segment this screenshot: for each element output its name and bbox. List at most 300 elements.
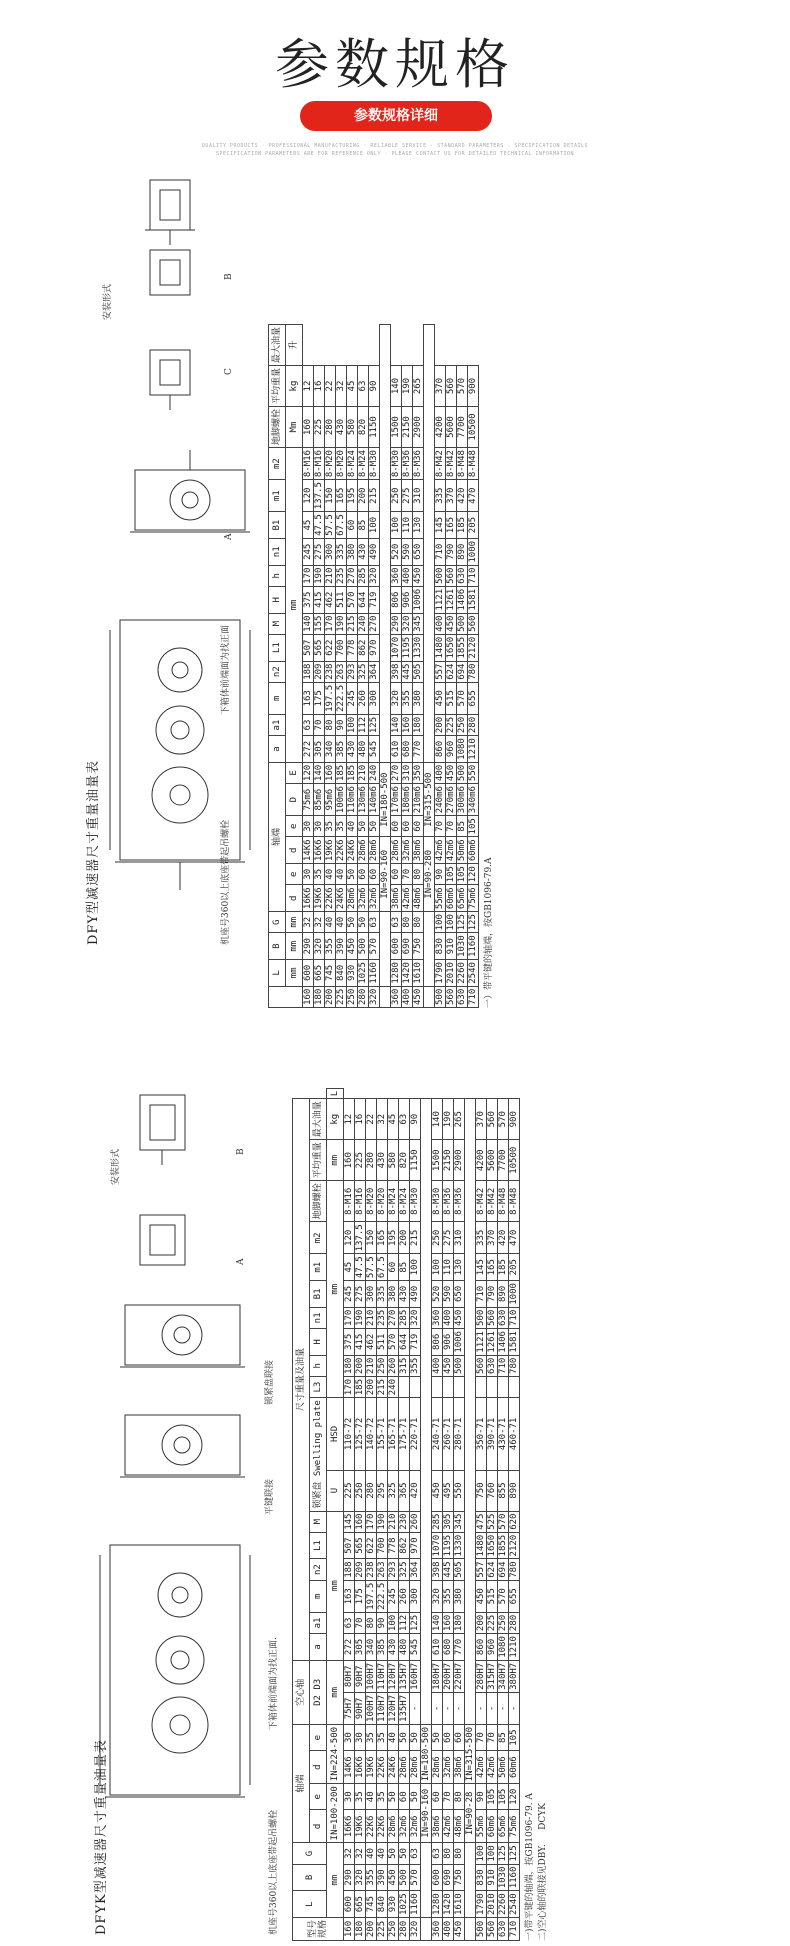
unit-cell: IN=100-200	[327, 1784, 344, 1843]
header-cell: a1	[269, 714, 286, 735]
table-cell: 1150	[369, 407, 380, 448]
table-cell: 195	[388, 1222, 399, 1254]
table-cell: 165	[446, 512, 457, 539]
table-cell: 240	[358, 613, 369, 634]
table-row	[303, 325, 314, 1008]
table-cell: 160	[325, 762, 336, 783]
table-cell: 100	[410, 1254, 421, 1281]
table-cell: 135H7	[399, 1692, 410, 1724]
table-cell: 560	[446, 565, 457, 586]
table-cell: 110-72	[344, 1398, 355, 1470]
table-cell: 60	[391, 816, 402, 837]
table-cell: 215	[377, 1376, 388, 1397]
table-cell: 105	[446, 864, 457, 885]
dfyk-footnote-1: 一)带平键的轴端，按GB1096-79. A	[525, 1793, 535, 1941]
table-cell: 515	[487, 1580, 498, 1612]
table-cell: 50	[388, 1843, 399, 1864]
table-cell: 557	[435, 661, 446, 682]
range-cell: IN=315-500	[424, 762, 435, 837]
header-cell: B1	[310, 1281, 327, 1308]
table-cell: 690	[402, 933, 413, 960]
table-cell: 400	[432, 1355, 443, 1376]
table-cell: 500	[399, 1864, 410, 1891]
table-cell: 220-71	[410, 1398, 421, 1470]
table-cell: 80H7	[344, 1660, 355, 1692]
table-cell: 570	[347, 586, 358, 613]
table-cell: 175-71	[399, 1398, 410, 1470]
table-cell: 310	[454, 1222, 465, 1254]
table-cell: 32	[303, 912, 314, 933]
header-cell: H	[310, 1329, 327, 1356]
table-cell: 285	[358, 565, 369, 586]
table-cell: 335	[435, 480, 446, 512]
table-cell: 163	[303, 682, 314, 714]
table-cell: 855	[498, 1470, 509, 1511]
table-cell: 570	[388, 1329, 399, 1356]
table-cell: 360	[432, 1307, 443, 1328]
table-cell: 335	[476, 1222, 487, 1254]
table-row	[388, 1088, 399, 1940]
table-row	[391, 325, 402, 1008]
table-cell: 364	[410, 1559, 421, 1580]
unit-cell: IN=224-500	[327, 1724, 344, 1783]
dfy-body-group-2	[391, 325, 424, 1008]
table-cell: 820	[358, 407, 369, 448]
table-cell: 420	[410, 1470, 421, 1511]
table-cell: 19K6	[355, 1810, 366, 1843]
table-cell: 50	[410, 1724, 421, 1750]
table-cell: 2260	[498, 1891, 509, 1918]
table-cell: 225	[344, 1470, 355, 1511]
table-cell: 450	[454, 1917, 465, 1940]
table-cell: 445	[443, 1559, 454, 1580]
table-cell: 719	[369, 586, 380, 613]
table-cell: 630	[457, 986, 468, 1007]
table-cell: 325	[388, 1470, 399, 1511]
table-cell: 8-M16	[344, 1181, 355, 1222]
table-cell: 50m6	[457, 837, 468, 864]
table-cell: 690	[443, 1864, 454, 1891]
table-cell: 60m6	[446, 885, 457, 912]
table-cell: 200	[358, 480, 369, 512]
table-cell: 42m6	[487, 1751, 498, 1784]
table-cell: 60	[358, 864, 369, 885]
table-cell: 780	[509, 1559, 520, 1580]
dfyk-note-2: 下箱体前端面为找正面.	[269, 1637, 279, 1730]
table-cell: 32	[355, 1843, 366, 1864]
table-cell: 160	[303, 986, 314, 1007]
dfyk-header-row	[293, 1088, 310, 1940]
table-cell: 125	[468, 912, 479, 933]
table-cell: 700	[377, 1532, 388, 1559]
table-cell: 155-71	[377, 1398, 388, 1470]
table-cell: 190	[314, 565, 325, 586]
table-cell: 511	[377, 1329, 388, 1356]
table-cell: 8-M16	[314, 448, 325, 480]
table-row	[476, 1088, 487, 1940]
table-cell: 570	[498, 1580, 509, 1612]
table-cell: 75m6	[509, 1810, 520, 1843]
table-cell: 70	[476, 1724, 487, 1750]
table-row	[454, 1088, 465, 1940]
table-cell: 38m6	[413, 837, 424, 864]
header-cell: n1	[269, 538, 286, 565]
table-cell: 32	[336, 366, 347, 407]
table-cell: 163	[344, 1580, 355, 1612]
table-cell: 48m6	[413, 885, 424, 912]
table-cell: 890	[457, 538, 468, 565]
table-cell: 610	[432, 1634, 443, 1661]
table-cell: 85	[498, 1724, 509, 1750]
header-cell: B	[269, 933, 286, 960]
table-cell	[454, 1376, 465, 1397]
table-cell: 70	[443, 1784, 454, 1810]
table-cell: 19K6	[314, 885, 325, 912]
table-cell: 80	[454, 1843, 465, 1864]
table-cell: 209	[314, 661, 325, 682]
dfyk-table-wrapper	[292, 1088, 548, 1941]
table-cell: 35	[377, 1724, 388, 1750]
table-cell: 112	[358, 714, 369, 735]
table-cell: 100	[369, 512, 380, 539]
table-cell: 910	[487, 1864, 498, 1891]
table-cell: 250	[355, 1470, 366, 1511]
table-cell: 60	[454, 1724, 465, 1750]
table-cell: 22K6	[325, 885, 336, 912]
table-cell: 570	[457, 682, 468, 714]
table-cell: 450	[435, 682, 446, 714]
unit-cell: mm	[286, 448, 303, 763]
table-cell: 8-M20	[377, 1181, 388, 1222]
header-cell: d	[310, 1751, 327, 1784]
table-cell: 2260	[457, 960, 468, 987]
header-cell: L1	[310, 1532, 327, 1559]
table-cell: 906	[443, 1329, 454, 1356]
table-cell	[443, 1376, 454, 1397]
table-cell: 520	[432, 1281, 443, 1308]
table-cell: 200	[435, 714, 446, 735]
table-cell: 320	[391, 682, 402, 714]
unit-cell: HSD	[327, 1398, 344, 1470]
table-cell: 1261	[487, 1329, 498, 1356]
table-cell: 415	[355, 1329, 366, 1356]
table-cell: 600	[344, 1891, 355, 1918]
range-cell: IN=90-160	[380, 837, 391, 912]
table-cell: 890	[498, 1281, 509, 1308]
table-cell: 42m6	[402, 885, 413, 912]
table-cell: 1855	[498, 1532, 509, 1559]
header-cell: m2	[310, 1222, 327, 1254]
table-cell: 135H7	[399, 1660, 410, 1692]
table-cell: 8-M36	[402, 448, 413, 480]
dfy-body-group-3	[435, 325, 479, 1008]
table-cell: 290	[303, 933, 314, 960]
dfy-unit-row	[286, 325, 303, 1008]
table-cell: 450	[413, 986, 424, 1007]
table-cell: 380	[454, 1580, 465, 1612]
table-cell: 293	[347, 661, 358, 682]
table-cell: 305	[314, 736, 325, 763]
table-cell: 57.5	[366, 1254, 377, 1281]
table-cell: 1790	[476, 1891, 487, 1918]
table-cell: 24K6	[336, 885, 347, 912]
table-cell: 650	[413, 538, 424, 565]
table-cell: 24K6	[388, 1751, 399, 1784]
table-cell: 285	[432, 1511, 443, 1532]
table-cell: 38m6	[454, 1751, 465, 1784]
table-cell: 40	[325, 912, 336, 933]
table-cell: 8-M24	[358, 448, 369, 480]
dfyk-key-label: 平键联接	[265, 1478, 275, 1515]
table-cell: 320	[314, 933, 325, 960]
table-cell: 160	[344, 1917, 355, 1940]
table-row	[355, 1088, 366, 1940]
table-cell: 22	[325, 366, 336, 407]
header-cell: L3	[310, 1376, 327, 1397]
header-cell: 尺寸重量及油量	[293, 1099, 310, 1661]
table-cell: 400	[435, 762, 446, 783]
table-cell: 565	[314, 634, 325, 661]
table-cell: 1406	[498, 1329, 509, 1356]
table-cell: 1025	[399, 1891, 410, 1918]
table-cell: 430	[399, 1281, 410, 1308]
unit-cell: d	[286, 885, 303, 912]
table-cell: 710	[468, 986, 479, 1007]
table-cell: 200	[325, 986, 336, 1007]
table-cell: 215	[410, 1222, 421, 1254]
table-cell: 180H7	[432, 1660, 443, 1692]
table-cell: 120H7	[388, 1660, 399, 1692]
table-cell: 245	[347, 682, 358, 714]
table-cell: 385	[336, 736, 347, 763]
table-cell: 90	[435, 864, 446, 885]
header-cell: 最大油量	[269, 325, 286, 366]
table-cell: 1121	[435, 586, 446, 613]
table-row	[314, 325, 325, 1008]
table-cell: 70	[355, 1612, 366, 1633]
table-cell: 120	[303, 762, 314, 783]
table-cell: 340	[325, 736, 336, 763]
table-cell: 150	[366, 1222, 377, 1254]
table-cell: 415	[314, 586, 325, 613]
table-cell: 35	[314, 864, 325, 885]
table-cell: 622	[366, 1532, 377, 1559]
table-cell: 40	[347, 816, 358, 837]
table-cell: 50	[358, 912, 369, 933]
table-row	[457, 325, 468, 1008]
table-cell: 230	[399, 1511, 410, 1532]
dfyk-body-group-2	[432, 1088, 465, 1940]
table-cell: 450	[443, 1355, 454, 1376]
table-cell: 430-71	[498, 1398, 509, 1470]
table-cell: 80	[413, 864, 424, 885]
table-cell: 500	[457, 762, 468, 783]
header-cell: 空心轴	[293, 1660, 310, 1724]
table-cell: 280	[366, 1140, 377, 1181]
table-cell: 35	[355, 1784, 366, 1810]
header-cell: D2 D3	[310, 1660, 327, 1724]
table-cell: 32m6	[358, 885, 369, 912]
table-cell: 462	[366, 1329, 377, 1356]
table-cell: 260	[388, 1355, 399, 1376]
table-cell: -	[476, 1692, 487, 1724]
table-cell: 630	[487, 1355, 498, 1376]
table-cell: 105	[468, 816, 479, 837]
table-cell: 215	[369, 480, 380, 512]
table-cell: 16K6	[355, 1751, 366, 1784]
table-cell: 10500	[468, 407, 479, 448]
table-cell: 345	[454, 1511, 465, 1532]
table-cell: 770	[454, 1634, 465, 1661]
table-cell: 1080	[457, 736, 468, 763]
table-cell: 470	[468, 480, 479, 512]
table-cell: 400	[402, 565, 413, 586]
table-cell: 1581	[468, 586, 479, 613]
table-cell: 450	[446, 613, 457, 634]
table-cell: 47.5	[355, 1254, 366, 1281]
table-cell: 170	[344, 1376, 355, 1397]
table-cell: 1210	[509, 1634, 520, 1661]
table-cell: 1261	[446, 586, 457, 613]
table-cell: 190	[355, 1307, 366, 1328]
table-row	[366, 1088, 377, 1940]
header-cell	[269, 986, 303, 1007]
table-cell: 250	[377, 1355, 388, 1376]
table-cell: 570	[498, 1511, 509, 1532]
table-cell: 430	[358, 538, 369, 565]
table-cell: -	[432, 1692, 443, 1724]
table-cell: 40	[377, 1843, 388, 1864]
table-cell: 140	[314, 762, 325, 783]
table-cell: 155	[314, 613, 325, 634]
table-cell: 190	[443, 1099, 454, 1140]
table-cell: 565	[355, 1532, 366, 1559]
table-cell: 180	[355, 1917, 366, 1940]
unit-cell: mm	[327, 1140, 344, 1181]
table-cell: 185	[336, 762, 347, 783]
table-cell: 275	[443, 1222, 454, 1254]
table-cell: 35	[377, 1784, 388, 1810]
table-cell: 160	[402, 714, 413, 735]
table-cell: 340	[366, 1634, 377, 1661]
table-cell: 1500	[391, 407, 402, 448]
table-cell: 475	[476, 1511, 487, 1532]
table-cell: 790	[446, 538, 457, 565]
table-cell: 750	[454, 1864, 465, 1891]
header-cell: 轴端	[269, 762, 286, 911]
table-cell: 2540	[509, 1891, 520, 1918]
table-cell: 280	[325, 407, 336, 448]
dfyk-table-caption: DFYK型减速器尺寸重量油量表	[94, 1739, 109, 1935]
table-cell: 140	[303, 613, 314, 634]
header-cell: a	[269, 736, 286, 763]
dfyk-body-group-3	[476, 1088, 520, 1940]
table-cell: 40	[388, 1724, 399, 1750]
header-cell: e	[310, 1724, 327, 1750]
table-cell: 2900	[413, 407, 424, 448]
table-cell: 290	[391, 613, 402, 634]
table-cell: 195	[347, 480, 358, 512]
table-cell: 28m6	[358, 837, 369, 864]
dfyk-install-label: 安装形式	[111, 1148, 121, 1185]
table-cell: 360	[391, 986, 402, 1007]
table-cell: 515	[446, 682, 457, 714]
table-cell: 960	[446, 736, 457, 763]
table-cell: 63	[410, 1843, 421, 1864]
table-cell: 1420	[402, 960, 413, 987]
table-cell: 60	[413, 816, 424, 837]
table-cell: 375	[303, 586, 314, 613]
table-cell: 505	[413, 661, 424, 682]
table-cell: 100	[476, 1843, 487, 1864]
table-cell: 270	[369, 613, 380, 634]
table-cell: 40	[325, 864, 336, 885]
table-cell: 245	[303, 538, 314, 565]
table-cell: 60	[391, 864, 402, 885]
table-cell: 90	[476, 1784, 487, 1810]
table-cell: 28m6	[391, 837, 402, 864]
dfy-view-c-label: C	[224, 368, 234, 375]
table-cell: 63	[369, 912, 380, 933]
table-cell: 8-M30	[369, 448, 380, 480]
table-cell: 970	[410, 1532, 421, 1559]
table-cell: 200	[366, 1917, 377, 1940]
table-cell: 470	[509, 1222, 520, 1254]
table-cell: 1121	[476, 1329, 487, 1356]
table-cell: 345	[413, 613, 424, 634]
table-cell: 275	[314, 538, 325, 565]
table-cell: 719	[410, 1329, 421, 1356]
table-cell: 1160	[468, 933, 479, 960]
table-cell: 450	[432, 1470, 443, 1511]
unit-cell: L	[327, 1088, 344, 1098]
header-cell: 轴端	[293, 1724, 310, 1842]
table-cell: 840	[377, 1891, 388, 1918]
table-cell: 460-71	[509, 1398, 520, 1470]
table-cell: 32	[377, 1099, 388, 1140]
table-cell: 511	[336, 586, 347, 613]
table-cell: 5600	[487, 1140, 498, 1181]
table-cell: 170	[303, 565, 314, 586]
table-row	[435, 325, 446, 1008]
table-cell: 209	[355, 1559, 366, 1580]
table-cell: 8-M48	[468, 448, 479, 480]
table-cell: 1610	[413, 960, 424, 987]
table-row	[377, 1088, 388, 1940]
table-cell: 550	[454, 1470, 465, 1511]
dfyk-spec-sheet	[0, 1075, 790, 1945]
table-cell: 745	[366, 1891, 377, 1918]
table-cell: 1150	[410, 1140, 421, 1181]
table-cell: 175	[355, 1580, 366, 1612]
header-cell: n2	[269, 661, 286, 682]
table-cell: 630	[498, 1917, 509, 1940]
table-cell: 8-M16	[303, 448, 314, 480]
table-cell: 38m6	[391, 885, 402, 912]
dfy-range-row	[380, 325, 391, 1008]
table-cell: 215	[347, 613, 358, 634]
header-cell: B1	[269, 512, 286, 539]
table-row	[509, 1088, 520, 1940]
table-cell: 8-M42	[446, 448, 457, 480]
table-cell: 1855	[457, 634, 468, 661]
table-cell: 1581	[509, 1329, 520, 1356]
table-cell: 50	[358, 816, 369, 837]
table-cell: 507	[303, 634, 314, 661]
header-cell: n1	[310, 1307, 327, 1328]
header-cell: 型号 规格	[293, 1917, 344, 1940]
table-cell: 12	[344, 1099, 355, 1140]
